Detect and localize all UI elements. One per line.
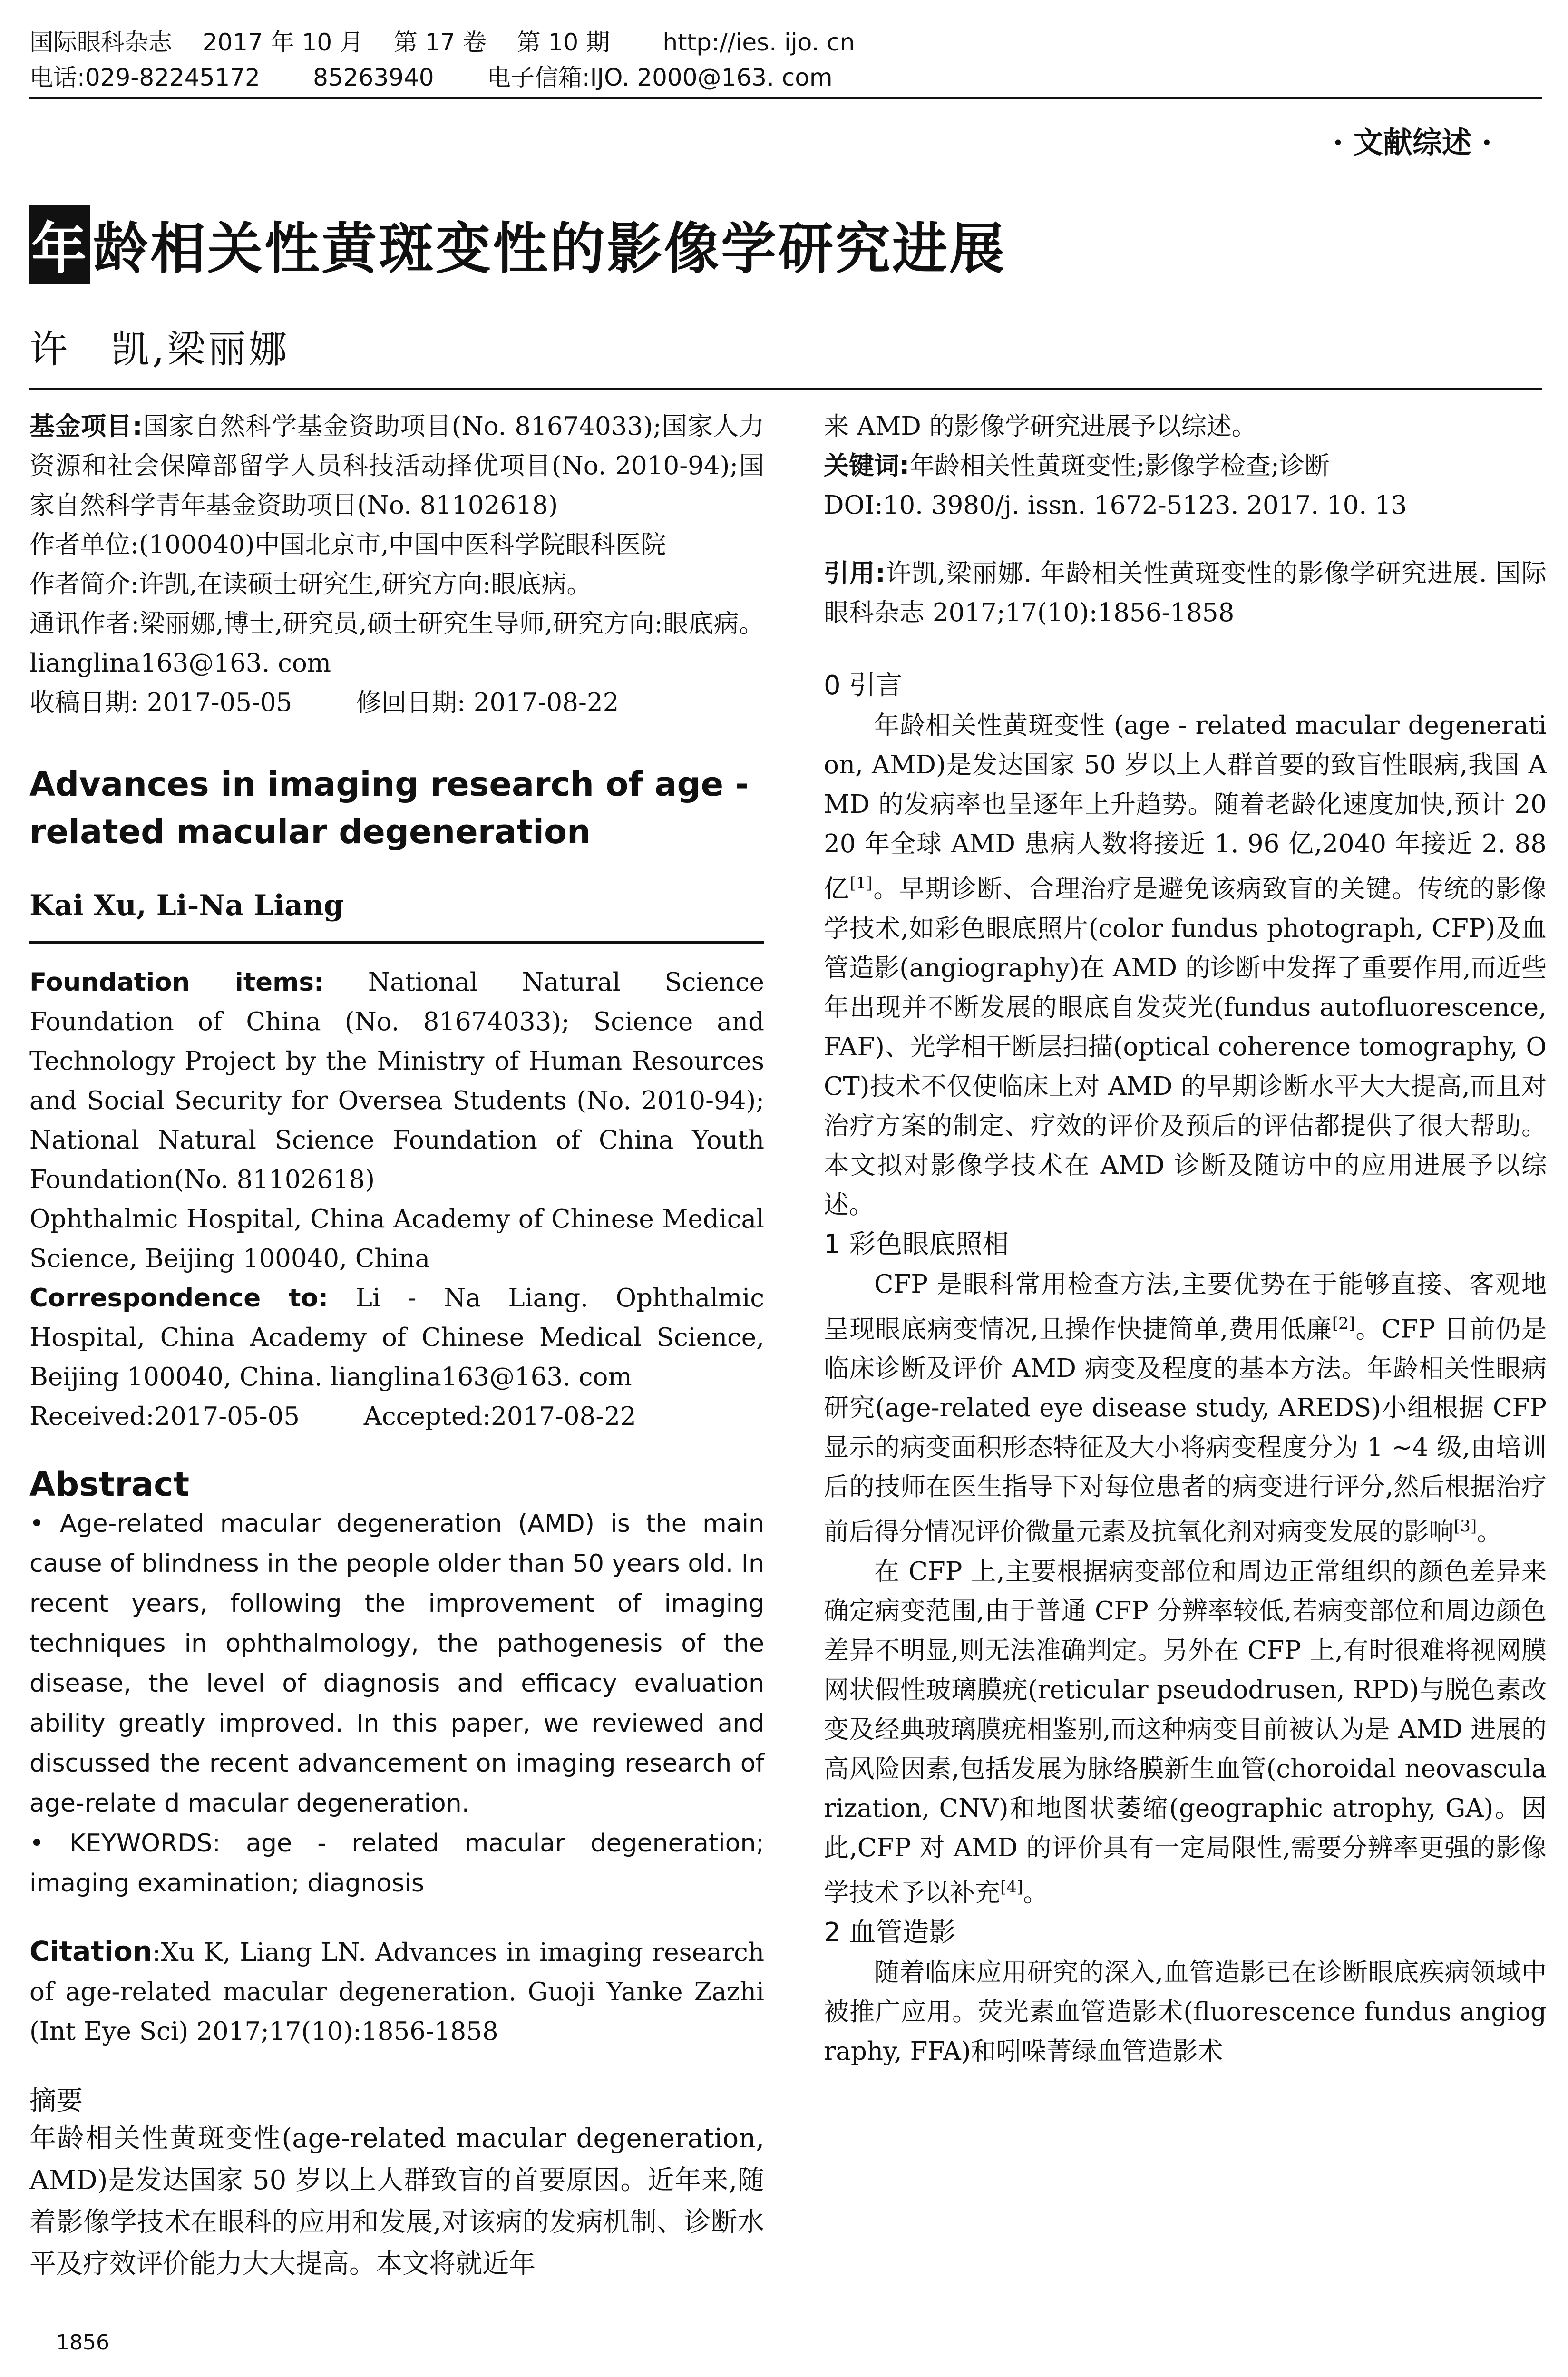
section-0-heading: 0 引言	[824, 670, 903, 701]
article-title	[29, 205, 1006, 284]
title-first-char: 年	[29, 205, 90, 284]
intro-label: 作者简介:	[29, 570, 139, 599]
section-2-paragraph: 随着临床应用研究的深入,血管造影已在诊断眼底疾病领域中被推广应用。荧光素血管造影术(fluorescence fundus angiography, FFA)和吲哚菁绿血管造影术	[824, 1958, 1547, 2066]
sec1-text-a: CFP 是眼科常用检查方法,主要优势在于能够直接、客观地呈现眼底病变情况,且操作快捷简单,费用低廉	[824, 1269, 1547, 1344]
sec1-text-b: 。CFP 目前仍是临床诊断及评价 AMD 病变及程度的基本方法。年龄相关性眼病研究(age-related eye disease study, AREDS)小组根据 CFP 显示的病变面积形态特征及大小将病变程度分为 1 ~4 级,由培训后的技师在医生指导下对每位患者的病变进行评分,然后根据治疗前后得分情况评价微量元素及抗氧化剂对病变发展的影响	[824, 1315, 1547, 1547]
section-tag: · 文献综述 ·	[1333, 125, 1492, 160]
unit-text: (100040)中国北京市,中国中医科学院眼科医院	[138, 530, 666, 559]
zh-abstract-heading: 摘要	[29, 2085, 83, 2116]
section-0-paragraph	[824, 706, 1547, 1225]
title-rest: 龄相关性黄斑变性的影像学研究进展	[93, 217, 1006, 281]
foundation-label: Foundation items:	[29, 968, 324, 997]
sec0-text-a: 年龄相关性黄斑变性 (age - related macular degeneration, AMD)是发达国家 50 岁以上人群首要的致盲性眼病,我国 AMD 的发病率也呈逐年上升趋势。随着老龄化速度加快,预计 2020 年全球 AMD 患病人数将接近 1. 96 亿,2040 年接近 2. 88 亿	[824, 711, 1547, 904]
english-title: Advances in imaging research of age - related macular degeneration	[29, 765, 749, 851]
correspondence	[29, 1278, 764, 1397]
ref-4: [4]	[1000, 1877, 1023, 1897]
fund-item	[29, 407, 764, 525]
correspondence-text: Li - Na Liang. Ophthalmic Hospital, China Academy of Chinese Medical Science, Beijing 100040, China. lianglina163@163. com	[29, 1284, 764, 1392]
right-column	[824, 407, 1547, 2071]
affiliation: Ophthalmic Hospital, China Academy of Chinese Medical Science, Beijing 100040, China	[29, 1205, 764, 1273]
zh-abstract-text: 年龄相关性黄斑变性(age-related macular degeneration, AMD)是发达国家 50 岁以上人群致盲的首要原因。近年来,随着影像学技术在眼科的应用和发展,对该病的发病机制、诊断水平及疗效评价能力大大提高。本文将就近年	[29, 2123, 764, 2280]
citation	[29, 1932, 764, 2051]
cite-zh-label: 引用:	[824, 559, 886, 588]
keywords-zh-text: 年龄相关性黄斑变性;影像学检查;诊断	[909, 451, 1330, 480]
header-line-1: 国际眼科杂志 2017 年 10 月 第 17 卷 第 10 期 http://ies. ijo. cn	[29, 29, 855, 56]
correspondence-label: Correspondence to:	[29, 1284, 329, 1313]
section-1-heading: 1 彩色眼底照相	[824, 1228, 1009, 1260]
english-authors: Kai Xu, Li-Na Liang	[29, 889, 344, 922]
keywords-en: • KEYWORDS: age - related macular degeneration; imaging examination; diagnosis	[29, 1829, 764, 1898]
keywords-zh-label: 关键词:	[824, 451, 910, 480]
corr-label: 通讯作者:	[29, 609, 140, 638]
sec0-text-b: 。早期诊断、合理治疗是避免该病致盲的关键。传统的影像学技术,如彩色眼底照片(color fundus photograph, CFP)及血管造影(angiography)在 AMD 的诊断中发挥了重要作用,而近些年出现并不断发展的眼底自发荧光(fundus autofluorescence, FAF)、光学相干断层扫描(optical coherence tomography, OCT)技术不仅使临床上对 AMD 的早期诊断水平大大提高,而且对治疗方案的制定、疗效的评价及预后的评估都提供了很大帮助。本文拟对影像学技术在 AMD 诊断及随访中的应用进展予以综述。	[824, 874, 1547, 1219]
cite-zh	[824, 554, 1547, 633]
sec1-text-c: 。	[1477, 1517, 1502, 1547]
doi: DOI:10. 3980/j. issn. 1672-5123. 2017. 10. 13	[824, 491, 1407, 520]
header-line-2: 电话:029-82245172 85263940 电子信箱:IJO. 2000@163. com	[29, 64, 833, 91]
section-1-paragraph-1	[824, 1265, 1547, 1552]
abstract-text: • Age-related macular degeneration (AMD) is the main cause of blindness in the people older than 50 years old. In recent years, following the improvement of imaging techniques in ophthalmology, the pathogenesis of the disease, the level of diagnosis and efficacy evaluation ability greatly improved. In this paper, we reviewed and discussed the recent advancement on imaging research of age-relate d macular degeneration.	[29, 1510, 764, 1818]
title-rule	[29, 388, 1542, 390]
fund-label: 基金项目:	[29, 412, 143, 441]
foundation-text: National Natural Science Foundation of China (No. 81674033); Science and Technology Project by the Ministry of Human Resources and Social Security for Oversea Students (No. 2010-94); National Natural Science Foundation of China Youth Foundation(No. 81102618)	[29, 968, 764, 1194]
sec1-p2-text-a: 在 CFP 上,主要根据病变部位和周边正常组织的颜色差异来确定病变范围,由于普通 CFP 分辨率较低,若病变部位和周边颜色差异不明显,则无法准确判定。另外在 CFP 上,有时很难将视网膜网状假性玻璃膜疣(reticular pseudodrusen, RPD)与脱色素改变及经典玻璃膜疣相鉴别,而这种病变目前被认为是 AMD 进展的高风险因素,包括发展为脉络膜新生血管(choroidal neovascularization, CNV)和地图状萎缩(geographic atrophy, GA)。因此,CFP 对 AMD 的评价具有一定局限性,需要分辨率更强的影像学技术予以补充	[824, 1557, 1547, 1908]
page-number: 1856	[56, 2330, 109, 2355]
intro-item	[29, 565, 764, 604]
authors-zh: 许 凯,梁丽娜	[29, 327, 290, 371]
corr-item	[29, 604, 764, 683]
received-accepted: Received:2017-05-05 Accepted:2017-08-22	[29, 1402, 636, 1431]
keywords-zh	[824, 446, 1547, 486]
abstract-heading: Abstract	[29, 1465, 190, 1504]
header-rule	[29, 97, 1542, 99]
zh-abstract-cont: 来 AMD 的影像学研究进展予以综述。	[824, 412, 1257, 441]
dates-zh: 收稿日期: 2017-05-05 修回日期: 2017-08-22	[29, 688, 619, 717]
cite-zh-text: 许凯,梁丽娜. 年龄相关性黄斑变性的影像学研究进展. 国际眼科杂志 2017;17(10):1856-1858	[824, 559, 1547, 627]
intro-text: 许凯,在读硕士研究生,研究方向:眼底病。	[138, 570, 592, 599]
ref-3: [3]	[1454, 1517, 1477, 1536]
ref-2: [2]	[1332, 1314, 1355, 1333]
journal-header	[29, 25, 1542, 95]
foundation-items	[29, 963, 764, 1199]
ref-1: [1]	[849, 874, 873, 893]
corr-text: 梁丽娜,博士,研究员,硕士研究生导师,研究方向:眼底病。lianglina163@163. com	[29, 609, 764, 678]
citation-label: Citation	[29, 1935, 153, 1968]
section-2-heading: 2 血管造影	[824, 1917, 956, 1948]
section-1-paragraph-2	[824, 1552, 1547, 1913]
unit-label: 作者单位:	[29, 530, 139, 559]
sec1-p2-text-b: 。	[1023, 1878, 1049, 1908]
fund-text: 国家自然科学基金资助项目(No. 81674033);国家人力资源和社会保障部留学人员科技活动择优项目(No. 2010-94);国家自然科学青年基金资助项目(No. 81102618)	[29, 412, 764, 520]
citation-text: :Xu K, Liang LN. Advances in imaging research of age-related macular degeneration. Guoji Yanke Zazhi (Int Eye Sci) 2017;17(10):1856-1858	[29, 1938, 764, 2046]
unit-item	[29, 525, 764, 565]
left-column	[29, 407, 764, 2285]
